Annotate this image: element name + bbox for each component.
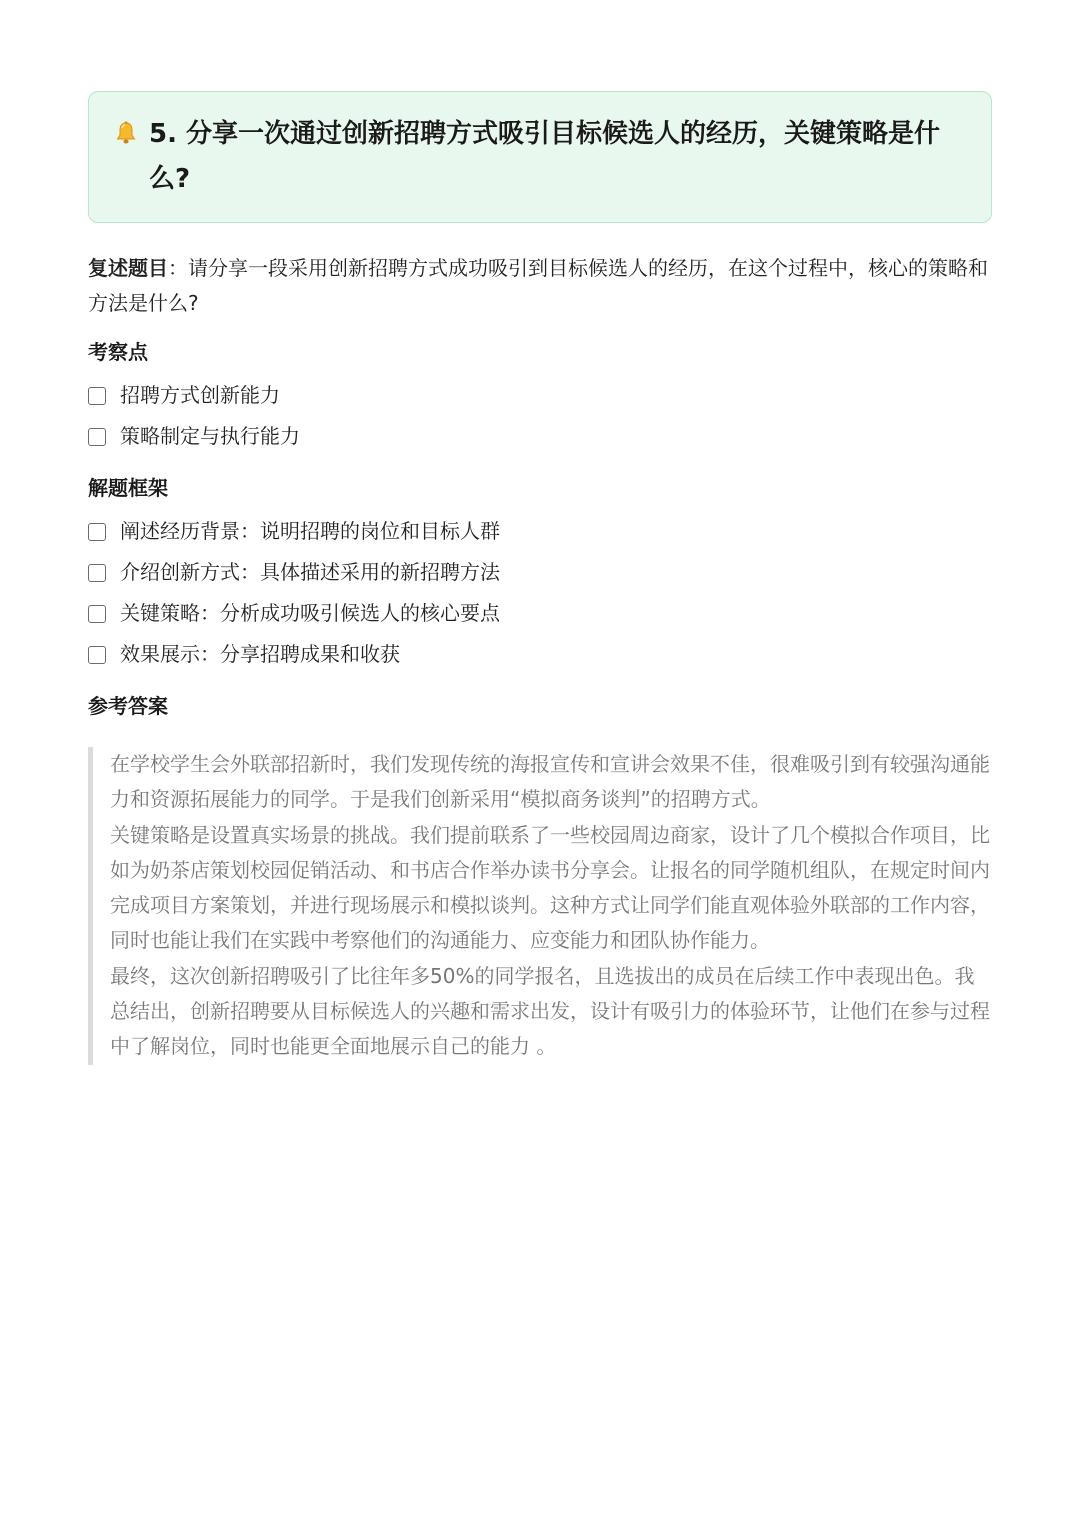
section-title-answer: 参考答案 bbox=[88, 694, 168, 718]
restate-label: 复述题目 bbox=[88, 256, 168, 280]
assessment-checklist bbox=[88, 375, 992, 457]
checkbox[interactable] bbox=[88, 605, 106, 623]
checklist-item bbox=[88, 375, 992, 416]
checkbox[interactable] bbox=[88, 646, 106, 664]
checklist-item bbox=[88, 593, 992, 634]
question-title: 5. 分享一次通过创新招聘方式吸引目标候选人的经历，关键策略是什么? bbox=[149, 119, 941, 194]
restate-paragraph bbox=[88, 251, 992, 321]
section-title-framework: 解题框架 bbox=[88, 476, 168, 500]
checklist-item-label: 招聘方式创新能力 bbox=[120, 383, 280, 407]
bell-icon bbox=[113, 120, 139, 146]
reference-answer-quote bbox=[88, 747, 992, 1065]
checklist-item-label: 关键策略：分析成功吸引候选人的核心要点 bbox=[120, 601, 500, 625]
checklist-item bbox=[88, 511, 992, 552]
document-page bbox=[88, 91, 992, 1065]
checklist-item bbox=[88, 552, 992, 593]
section-title-assessment: 考察点 bbox=[88, 340, 148, 364]
checklist-item-label: 介绍创新方式：具体描述采用的新招聘方法 bbox=[120, 560, 500, 584]
answer-paragraph: 关键策略是设置真实场景的挑战。我们提前联系了一些校园周边商家，设计了几个模拟合作项目，比如为奶茶店策划校园促销活动、和书店合作举办读书分享会。让报名的同学随机组队，在规定时间内完成项目方案策划，并进行现场展示和模拟谈判。这种方式让同学们能直观体验外联部的工作内容，同时也能让我们在实践中考察他们的沟通能力、应变能力和团队协作能力。 bbox=[110, 822, 990, 953]
framework-checklist bbox=[88, 511, 992, 675]
checkbox[interactable] bbox=[88, 428, 106, 446]
checklist-item bbox=[88, 416, 992, 457]
checkbox[interactable] bbox=[88, 564, 106, 582]
answer-paragraph: 在学校学生会外联部招新时，我们发现传统的海报宣传和宣讲会效果不佳，很难吸引到有较强沟通能力和资源拓展能力的同学。于是我们创新采用“模拟商务谈判”的招聘方式。 bbox=[110, 752, 990, 812]
answer-paragraph: 最终，这次创新招聘吸引了比往年多50%的同学报名，且选拔出的成员在后续工作中表现出色。我总结出，创新招聘要从目标候选人的兴趣和需求出发，设计有吸引力的体验环节，让他们在参与过程中了解岗位，同时也能更全面地展示自己的能力 。 bbox=[110, 963, 990, 1059]
restate-text: ：请分享一段采用创新招聘方式成功吸引到目标候选人的经历，在这个过程中，核心的策略和方法是什么? bbox=[88, 256, 988, 315]
checklist-item-label: 阐述经历背景：说明招聘的岗位和目标人群 bbox=[120, 519, 500, 543]
checklist-item bbox=[88, 634, 992, 675]
checklist-item-label: 策略制定与执行能力 bbox=[120, 424, 300, 448]
checkbox[interactable] bbox=[88, 523, 106, 541]
question-callout bbox=[88, 91, 992, 223]
checkbox[interactable] bbox=[88, 387, 106, 405]
checklist-item-label: 效果展示：分享招聘成果和收获 bbox=[120, 642, 400, 666]
